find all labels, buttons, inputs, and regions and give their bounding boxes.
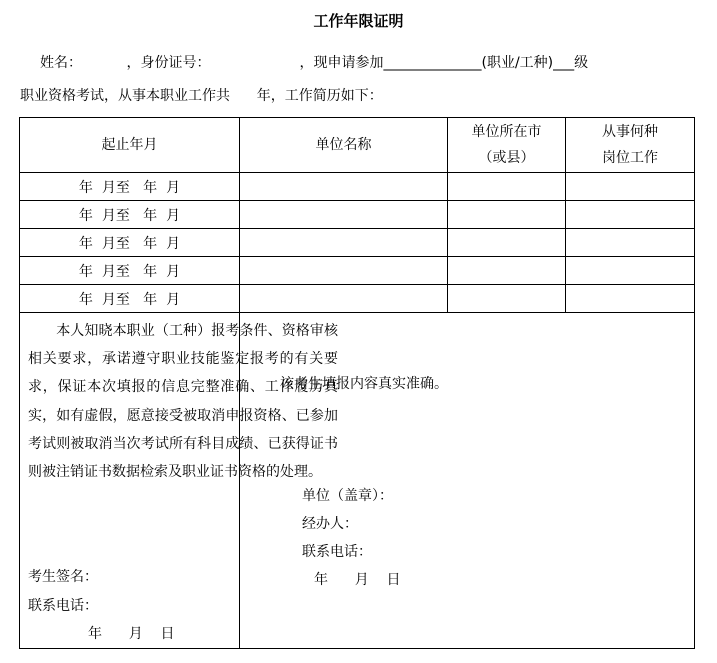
table-row (20, 285, 695, 313)
confirmation-text: 该考生填报内容真实准确。 (280, 376, 448, 392)
employer-date-label: 年 月 日 (314, 572, 401, 588)
table-header-row (20, 118, 695, 173)
employer-phone-label: 联系电话： (302, 544, 372, 560)
period-cell: 年 月至 年 月 (20, 257, 240, 285)
declaration-row (20, 313, 695, 649)
employer-confirmation-cell (240, 313, 695, 649)
header-position-line1: 从事何种 (602, 124, 658, 140)
table-row (20, 257, 695, 285)
handler-label: 经办人： (302, 516, 358, 532)
unit-seal-label: 单位（盖章）： (302, 488, 393, 504)
position-cell[interactable] (566, 201, 695, 229)
signature-label: 考生签名： (28, 569, 98, 585)
position-cell[interactable] (566, 173, 695, 201)
header-position (566, 118, 695, 173)
period-cell: 年 月至 年 月 (20, 173, 240, 201)
pledge-text: 本人知晓本职业（工种）报考条件、资格审核相关要求，承诺遵守职业技能鉴定报考的有关要求，保证本次填报的信息完整准确、工作履历真实，如有虚假，愿意接受被取消申报资格、已参加考试则被取消当次考试所有科目成绩、已获得证书则被注销证书数据检索及职业证书资格的处理。 (28, 323, 338, 481)
unit-name-cell[interactable] (240, 229, 448, 257)
header-location-line1: 单位所在市 (471, 124, 542, 140)
applicant-phone-label: 联系电话： (28, 598, 98, 614)
unit-name-cell[interactable] (240, 257, 448, 285)
position-cell[interactable] (566, 257, 695, 285)
location-cell[interactable] (448, 285, 566, 313)
unit-name-cell[interactable] (240, 285, 448, 313)
position-cell[interactable] (566, 285, 695, 313)
applicant-info-line: 姓名： ，身份证号： ，现申请参加______________(职业/工种)___级 (40, 55, 589, 71)
applicant-date-label: 年 月 日 (88, 626, 175, 642)
location-cell[interactable] (448, 257, 566, 285)
work-years-line: 职业资格考试，从事本职业工作共 年，工作简历如下： (20, 88, 383, 104)
unit-name-cell[interactable] (240, 173, 448, 201)
work-history-table (19, 117, 695, 649)
table-row (20, 201, 695, 229)
location-cell[interactable] (448, 229, 566, 257)
unit-name-cell[interactable] (240, 201, 448, 229)
table-row (20, 229, 695, 257)
location-cell[interactable] (448, 173, 566, 201)
location-cell[interactable] (448, 201, 566, 229)
document-title: 工作年限证明 (313, 12, 404, 30)
period-cell: 年 月至 年 月 (20, 285, 240, 313)
header-period: 起止年月 (20, 118, 240, 173)
header-unit-name: 单位名称 (240, 118, 448, 173)
table-row (20, 173, 695, 201)
header-location (448, 118, 566, 173)
period-cell: 年 月至 年 月 (20, 229, 240, 257)
period-cell: 年 月至 年 月 (20, 201, 240, 229)
header-location-line2: （或县） (478, 150, 535, 166)
header-position-line2: 岗位工作 (602, 150, 658, 166)
position-cell[interactable] (566, 229, 695, 257)
